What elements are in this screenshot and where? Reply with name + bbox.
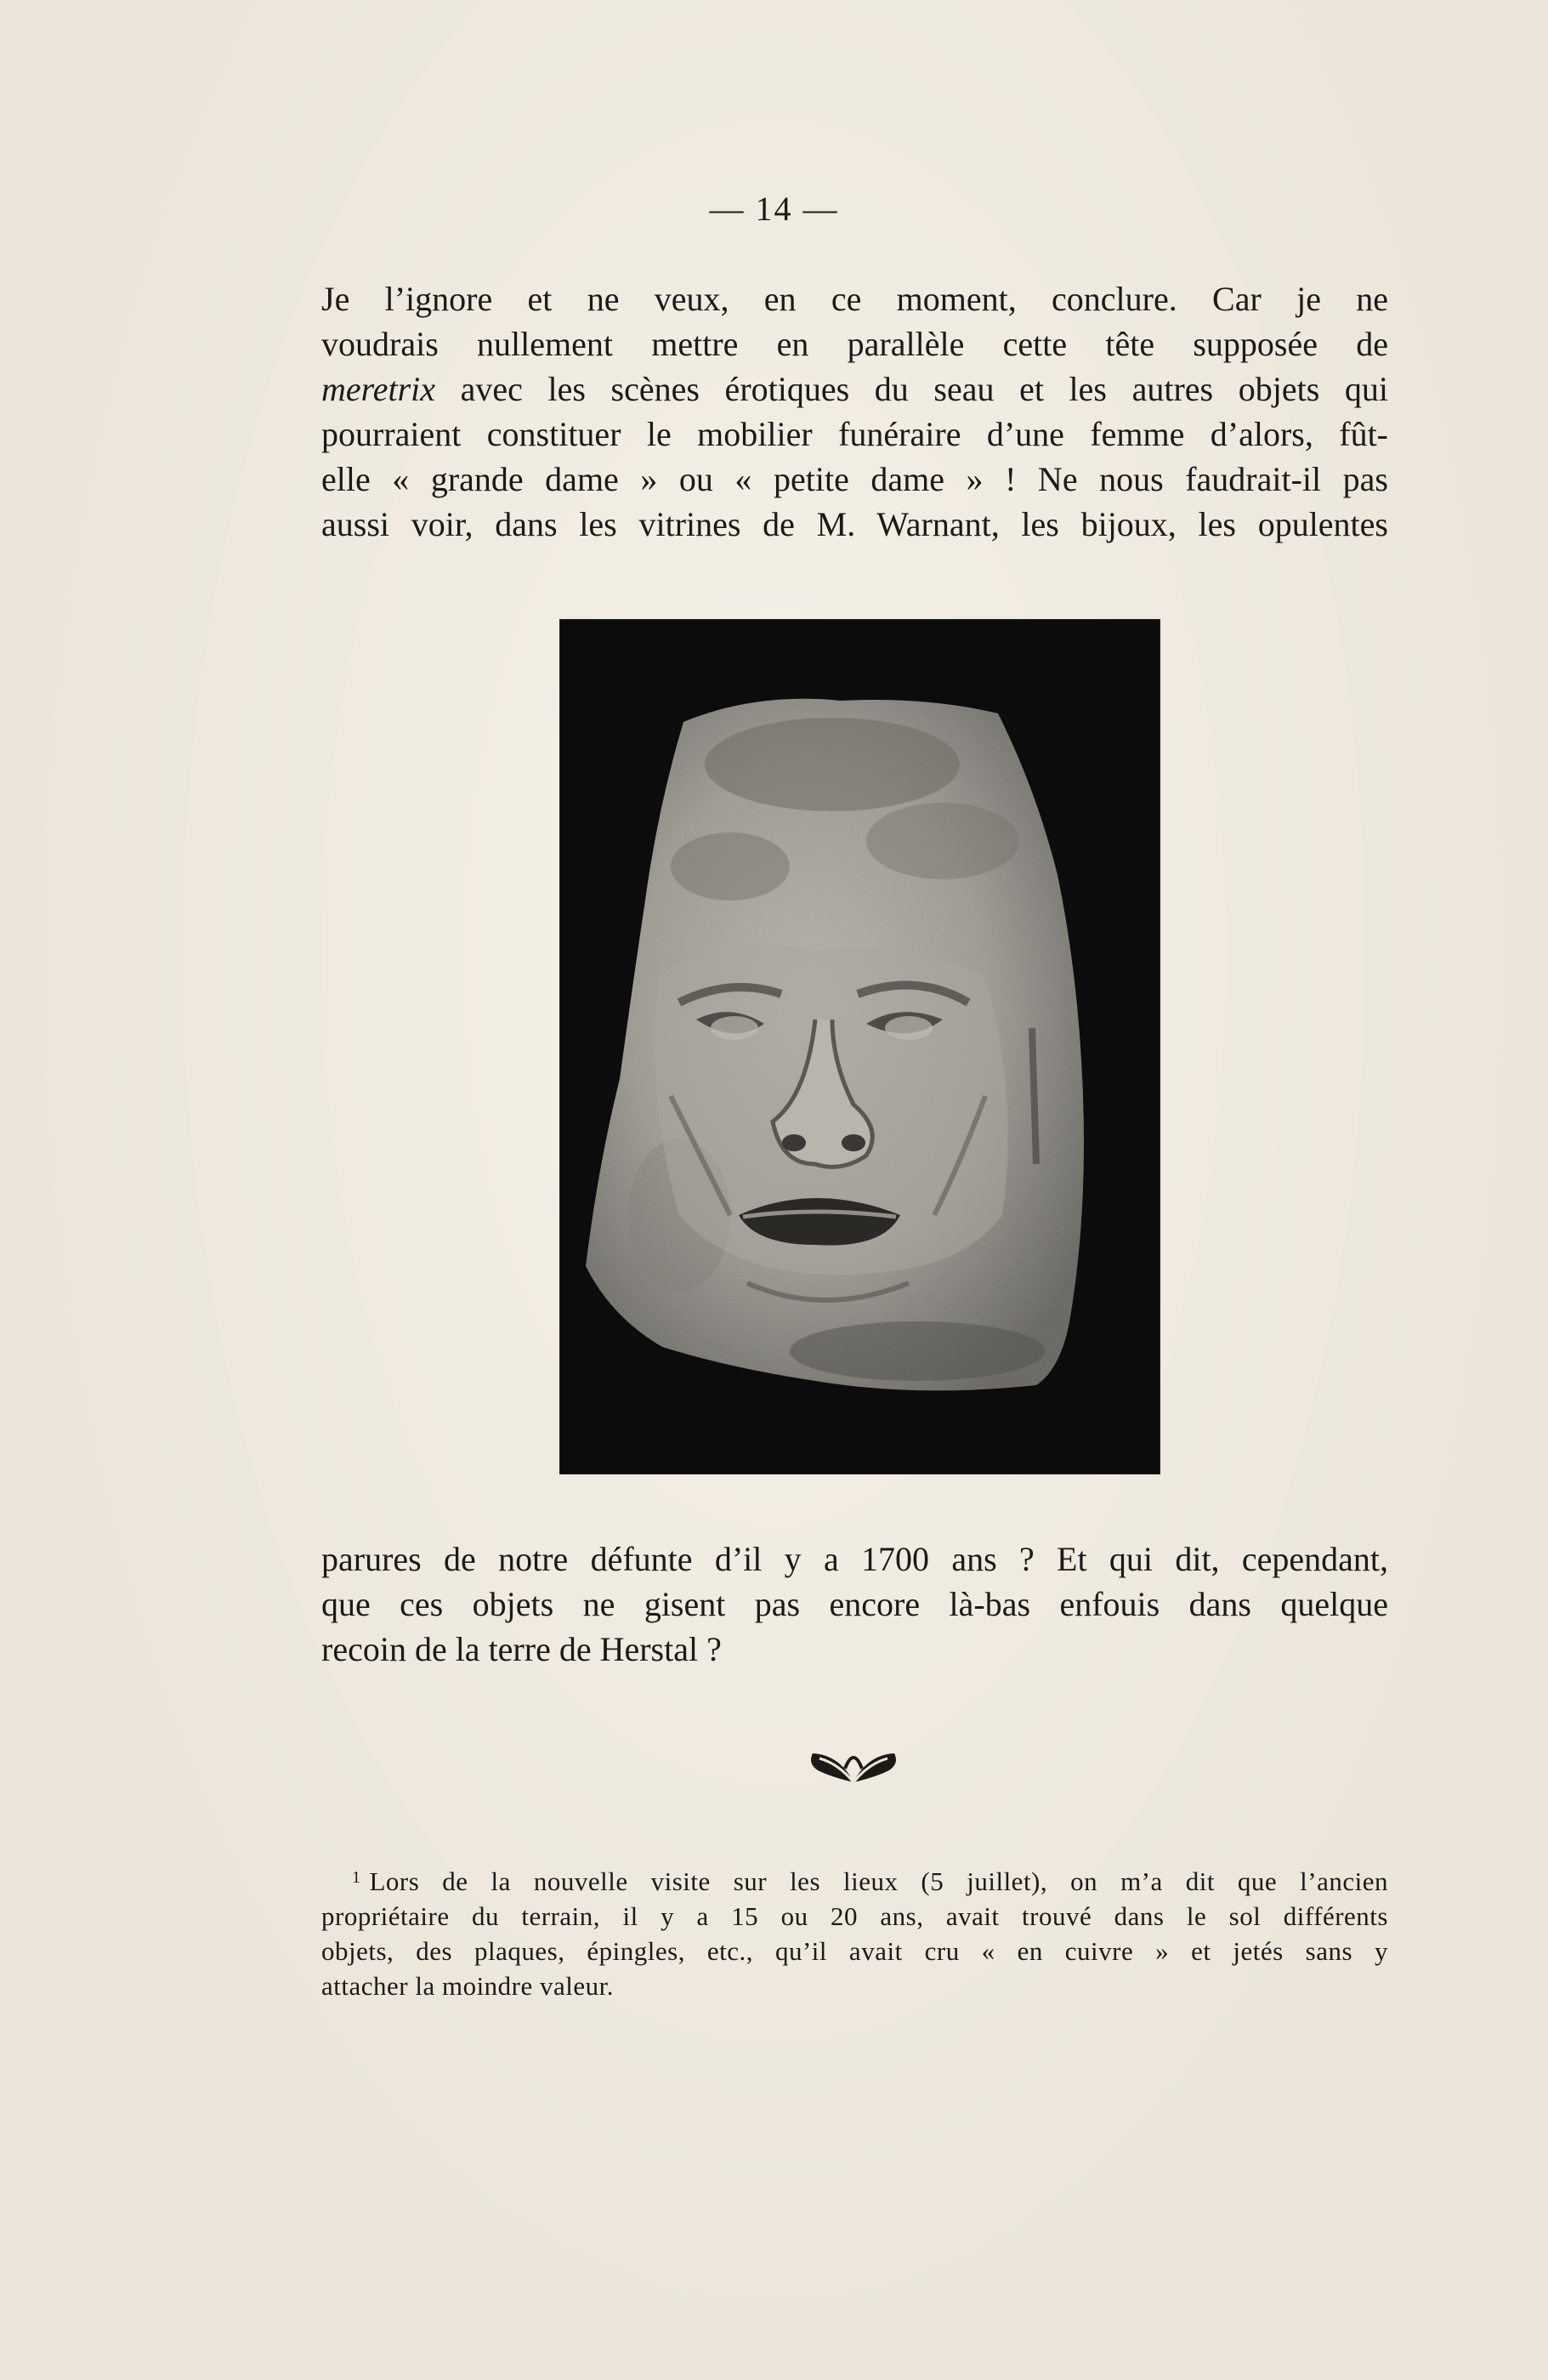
text-line: aussi voir, dans les vitrines de M. Warnant, les bijoux, les opulentes [321, 505, 1388, 543]
page-number: — 14 — [709, 190, 839, 228]
text-line: elle « grande dame » ou « petite dame » ! Ne nous faudrait-il pas [321, 460, 1388, 498]
text-line: Je l’ignore et ne veux, en ce moment, conclure. Car je ne [321, 280, 1388, 318]
text-line: parures de notre défunte d’il y a 1700 ans ? Et qui dit, cependant, [321, 1540, 1388, 1578]
footnote-line: propriétaire du terrain, il y a 15 ou 20 ans, avait trouvé dans le sol différents [321, 1901, 1388, 1931]
footnote-marker: 1 [352, 1868, 361, 1887]
italic-word: meretrix [321, 370, 436, 408]
text-line: pourraient constituer le mobilier funéraire d’une femme d’alors, fût- [321, 415, 1388, 453]
footnote [321, 1864, 1388, 2003]
footnote-line: objets, des plaques, épingles, etc., qu’il avait cru « en cuivre » et jetés sans y [321, 1936, 1388, 1966]
text-line: voudrais nullement mettre en parallèle cette tête supposée de [321, 325, 1388, 363]
text-line-with-italic [321, 366, 1388, 412]
stone-head-illustration [560, 620, 1160, 1474]
body-text-bottom [321, 1536, 1388, 1672]
leaf-vignette-icon [806, 1738, 901, 1786]
stone-head-photograph [560, 620, 1160, 1474]
text-line: recoin de la terre de Herstal ? [321, 1630, 722, 1668]
footnote-line: attacher la moindre valeur. [321, 1971, 615, 2001]
text-line: que ces objets ne gisent pas encore là-bas enfouis dans quelque [321, 1585, 1388, 1623]
text-line-rest: avec les scènes érotiques du seau et les autres objets qui [460, 370, 1388, 408]
body-text-top [321, 276, 1388, 547]
footnote-text: Lors de la nouvelle visite sur les lieux (5 juillet), on m’a dit que l’ancien [369, 1866, 1388, 1896]
footnote-line-first [321, 1864, 1388, 1899]
